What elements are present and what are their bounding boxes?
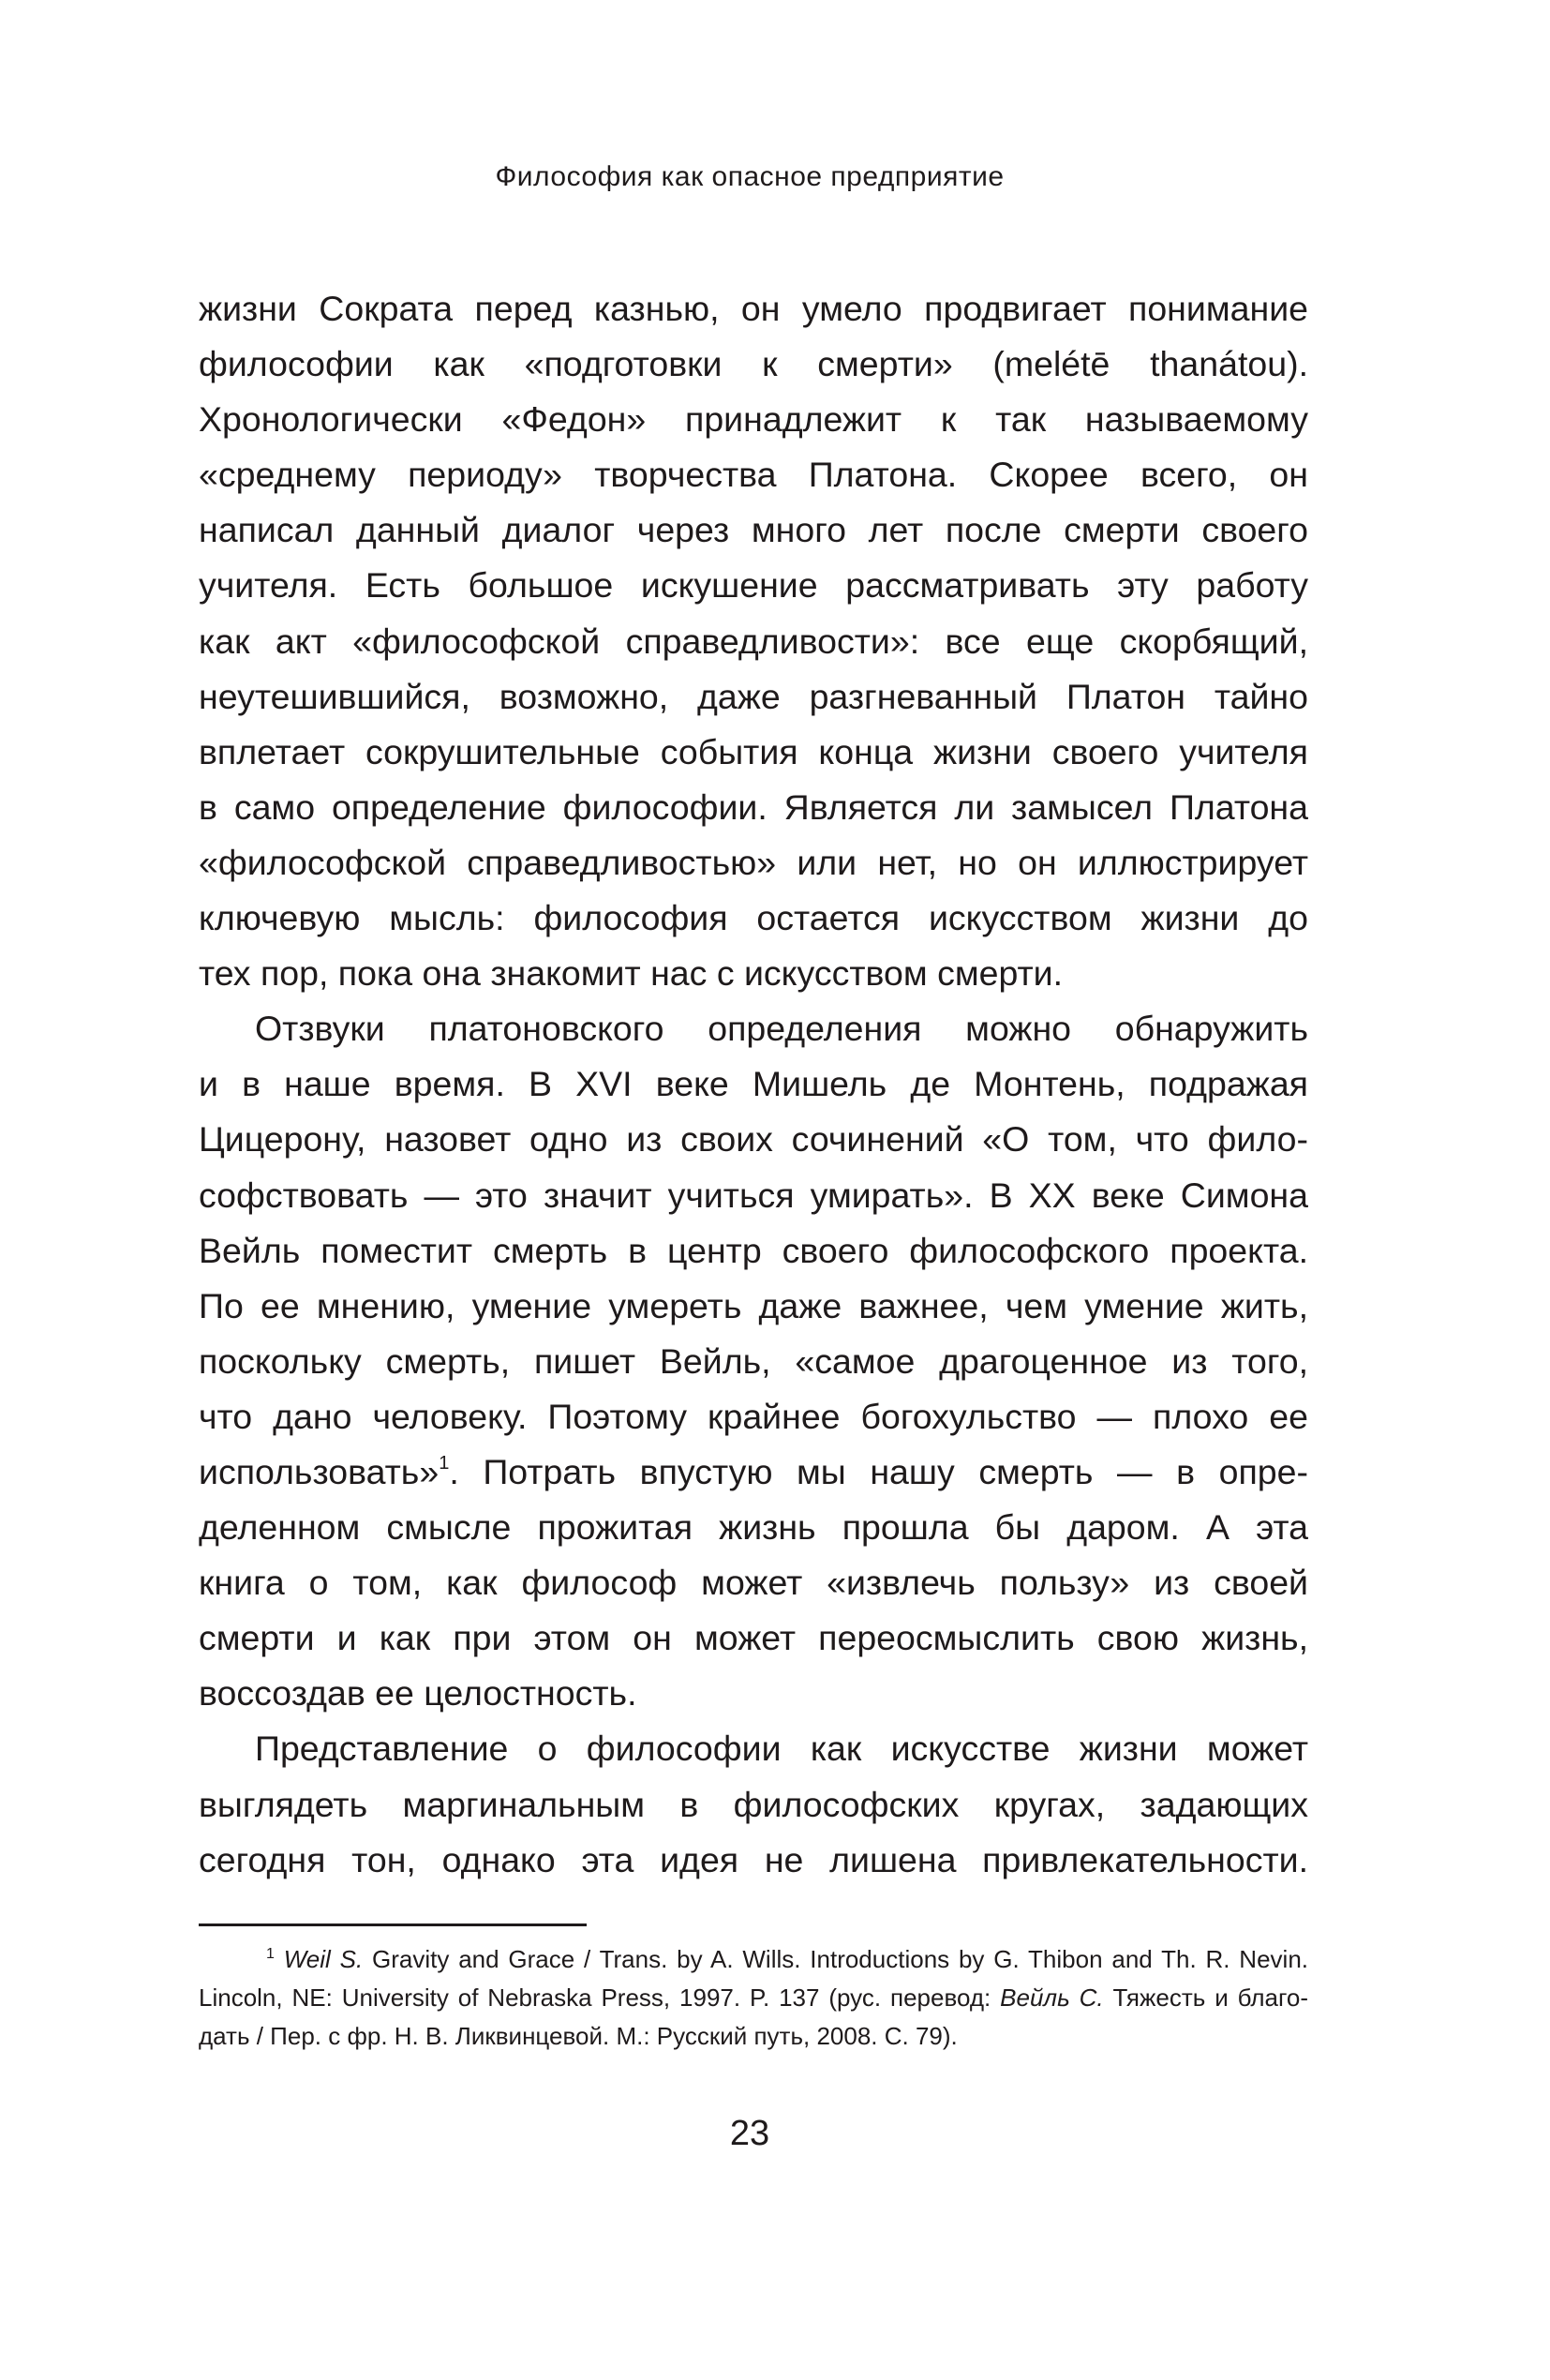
footnote-text: Lincoln, NE: University of Nebraska Press, 1997. P. 137 (рус. перевод: <box>199 1983 1001 2012</box>
page-number: 23 <box>729 2114 770 2153</box>
text-line: Отзвуки платоновского определения можно обнаружить <box>255 1009 1308 1049</box>
footnote-author-ru: Вейль С. <box>1000 1983 1104 2012</box>
footnote-line <box>199 1940 1308 1979</box>
text-line: и в наше время. В XVI веке Мишель де Монтень, подражая <box>199 1064 1308 1104</box>
text-fragment: использовать» <box>199 1451 440 1491</box>
text-line: в само определение философии. Является ли замысел Платона <box>199 786 1308 827</box>
text-line: деленном смысле прожитая жизнь прошла бы даром. А эта <box>199 1507 1308 1548</box>
footnote-text: Gravity and Grace / Trans. by A. Wills. Introductions by G. Thibon and Th. R. Nevin. <box>363 1945 1309 1973</box>
text-line: философии как «подготовки к смерти» (melétē thanátou). <box>199 344 1308 384</box>
footnote-text: Тяжесть и благо- <box>1103 1983 1308 2012</box>
footnote-line: дать / Пер. с фр. Н. В. Ликвинцевой. М.: Русский путь, 2008. С. 79). <box>199 2022 958 2050</box>
text-line: неутешившийся, возможно, даже разгневанный Платон тайно <box>199 676 1308 716</box>
footnote-author-en: Weil S. <box>283 1945 364 1973</box>
text-line: Представление о философии как искусстве жизни может <box>255 1729 1308 1769</box>
running-head: Философия как опасное предприятие <box>495 161 1005 192</box>
text-line <box>199 1444 1308 1500</box>
footnote-number: 1 <box>266 1946 275 1962</box>
text-line: жизни Сократа перед казнью, он умело продвигает понимание <box>199 289 1308 328</box>
text-line: книга о том, как философ может «извлечь пользу» из своей <box>199 1563 1308 1603</box>
text-line: что дано человеку. Поэтому крайнее богохульство — плохо ее <box>199 1396 1308 1436</box>
text-line: воссоздав ее целостность. <box>199 1673 637 1714</box>
text-line: сегодня тон, однако эта идея не лишена привлекательности. <box>199 1839 1308 1879</box>
text-line: смерти и как при этом он может переосмыслить свою жизнь, <box>199 1618 1308 1658</box>
text-fragment: . Потрать впустую мы нашу смерть — в опре- <box>449 1451 1308 1491</box>
text-line: «философской справедливостью» или нет, но он иллюстрирует <box>199 842 1308 882</box>
text-line: ключевую мысль: философия остается искусством жизни до <box>199 898 1308 938</box>
footnote-divider <box>199 1923 587 1926</box>
text-line: Хронологически «Федон» принадлежит к так называемому <box>199 399 1308 440</box>
footnote <box>199 1940 1308 2056</box>
text-line: Вейль поместит смерть в центр своего философского проекта. <box>199 1230 1308 1270</box>
body-text <box>199 281 1308 1888</box>
footnote-reference[interactable]: 1 <box>439 1452 450 1474</box>
text-line: «среднему периоду» творчества Платона. Скорее всего, он <box>199 455 1308 495</box>
text-line: учителя. Есть большое искушение рассматривать эту работу <box>199 565 1308 606</box>
text-line: поскольку смерть, пишет Вейль, «самое драгоценное из того, <box>199 1340 1308 1381</box>
text-line: Цицерону, назовет одно из своих сочинений «О том, что фило- <box>199 1119 1308 1160</box>
text-line: выглядеть маргинальным в философских кругах, задающих <box>199 1784 1308 1824</box>
footnote-line <box>199 1979 1308 2017</box>
text-line: написал данный диалог через много лет после смерти своего <box>199 510 1308 550</box>
text-line: тех пор, пока она знакомит нас с искусством смерти. <box>199 953 1064 994</box>
text-line: как акт «философской справедливости»: все еще скорбящий, <box>199 621 1308 661</box>
text-line: По ее мнению, умение умереть даже важнее, чем умение жить, <box>199 1285 1308 1325</box>
text-line: вплетает сокрушительные события конца жизни своего учителя <box>199 731 1308 771</box>
text-line: софствовать — это значит учиться умирать». В XX веке Симона <box>199 1175 1308 1215</box>
